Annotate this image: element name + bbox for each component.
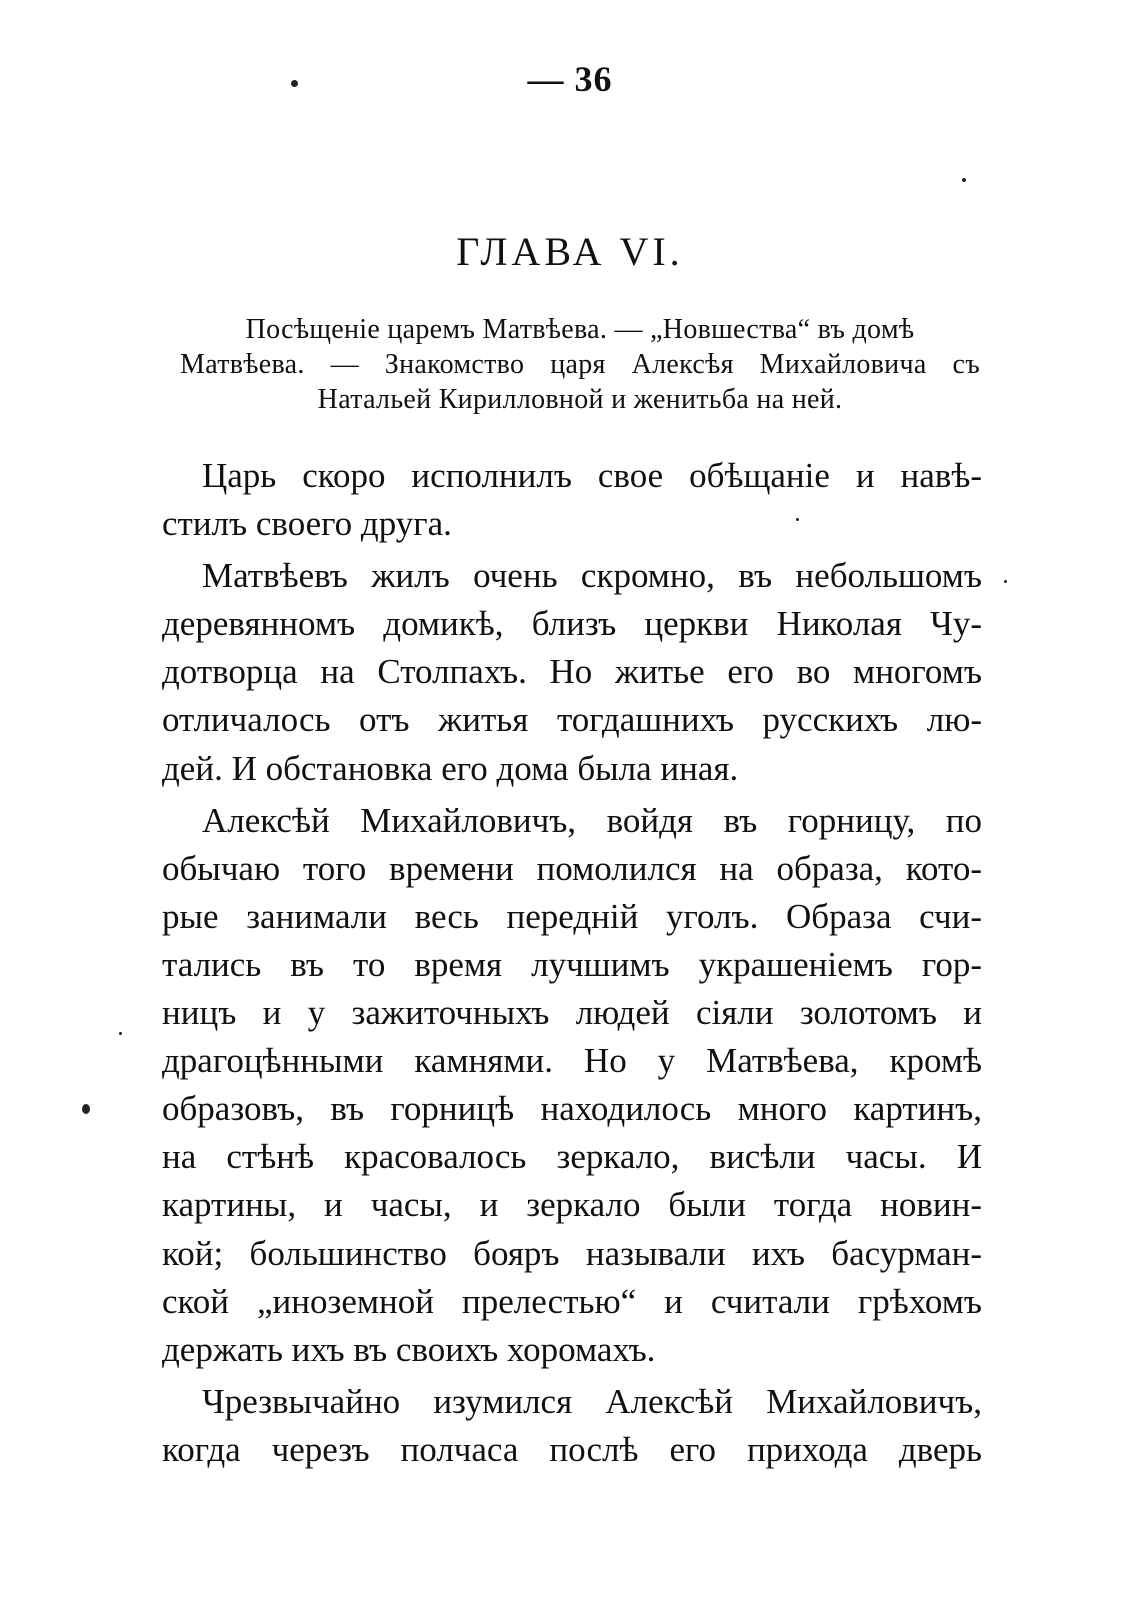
text-line: отличалось отъ житья тогдашнихъ русскихъ лю- xyxy=(162,700,982,740)
text-line: обычаю того времени помолился на образа, кото- xyxy=(162,848,982,888)
text-line: Матвѣевъ жилъ очень скромно, въ небольшомъ xyxy=(202,556,982,596)
text-line: рые занимали весь передній уголъ. Образа счи- xyxy=(162,896,982,936)
text-line: Чрезвычайно изумился Алексѣй Михайловичъ, xyxy=(202,1381,982,1421)
page-number: — 36 xyxy=(527,59,613,99)
scan-speck xyxy=(291,80,298,87)
text-line: держать ихъ въ своихъ хоромахъ. xyxy=(162,1329,656,1369)
text-line: образовъ, въ горницѣ находилось много картинъ, xyxy=(162,1089,982,1129)
text-line: драгоцѣнными камнями. Но у Матвѣева, кромѣ xyxy=(162,1041,982,1081)
text-line: ницъ и у зажиточныхъ людей сіяли золотомъ и xyxy=(162,993,982,1033)
scan-speck xyxy=(1004,580,1007,583)
summary-line: Матвѣева. — Знакомство царя Алексѣя Михайловича съ xyxy=(180,349,980,380)
text-line: Алексѣй Михайловичъ, войдя въ горницу, по xyxy=(202,800,982,840)
text-line: на стѣнѣ красовалось зеркало, висѣли часы. И xyxy=(162,1137,982,1177)
text-line: стилъ своего друга. xyxy=(162,504,452,544)
paragraph xyxy=(162,1378,982,1474)
chapter-title: ГЛАВА VI. xyxy=(456,229,684,274)
body-text xyxy=(162,452,982,1474)
text-line: дотворца на Столпахъ. Но житье его во многомъ xyxy=(162,652,982,692)
text-line: когда черезъ полчаса послѣ его прихода дверь xyxy=(162,1429,982,1469)
paragraph xyxy=(162,797,982,1374)
text-line: тались въ то время лучшимъ украшеніемъ гор- xyxy=(162,944,982,984)
scan-speck xyxy=(796,518,799,521)
scan-speck xyxy=(962,178,966,182)
text-line: деревянномъ домикѣ, близъ церкви Николая Чу- xyxy=(162,604,982,644)
scan-speck xyxy=(119,1032,122,1035)
paragraph xyxy=(162,552,982,792)
summary-line: Натальей Кирилловной и женитьба на ней. xyxy=(317,384,843,415)
text-line: ской „иноземной прелестью“ и считали грѣхомъ xyxy=(162,1281,982,1321)
text-line: кой; большинство бояръ называли ихъ басурман- xyxy=(162,1233,982,1273)
scan-speck xyxy=(82,1104,90,1114)
text-line: картины, и часы, и зеркало были тогда новин- xyxy=(162,1185,982,1225)
paragraph xyxy=(162,452,982,548)
text-line: Царь скоро исполнилъ свое обѣщаніе и навѣ- xyxy=(202,456,982,495)
chapter-summary xyxy=(180,312,980,417)
summary-line: Посѣщеніе царемъ Матвѣева. — „Новшества“ въ домѣ xyxy=(245,314,915,345)
text-line: дей. И обстановка его дома была иная. xyxy=(162,748,739,788)
